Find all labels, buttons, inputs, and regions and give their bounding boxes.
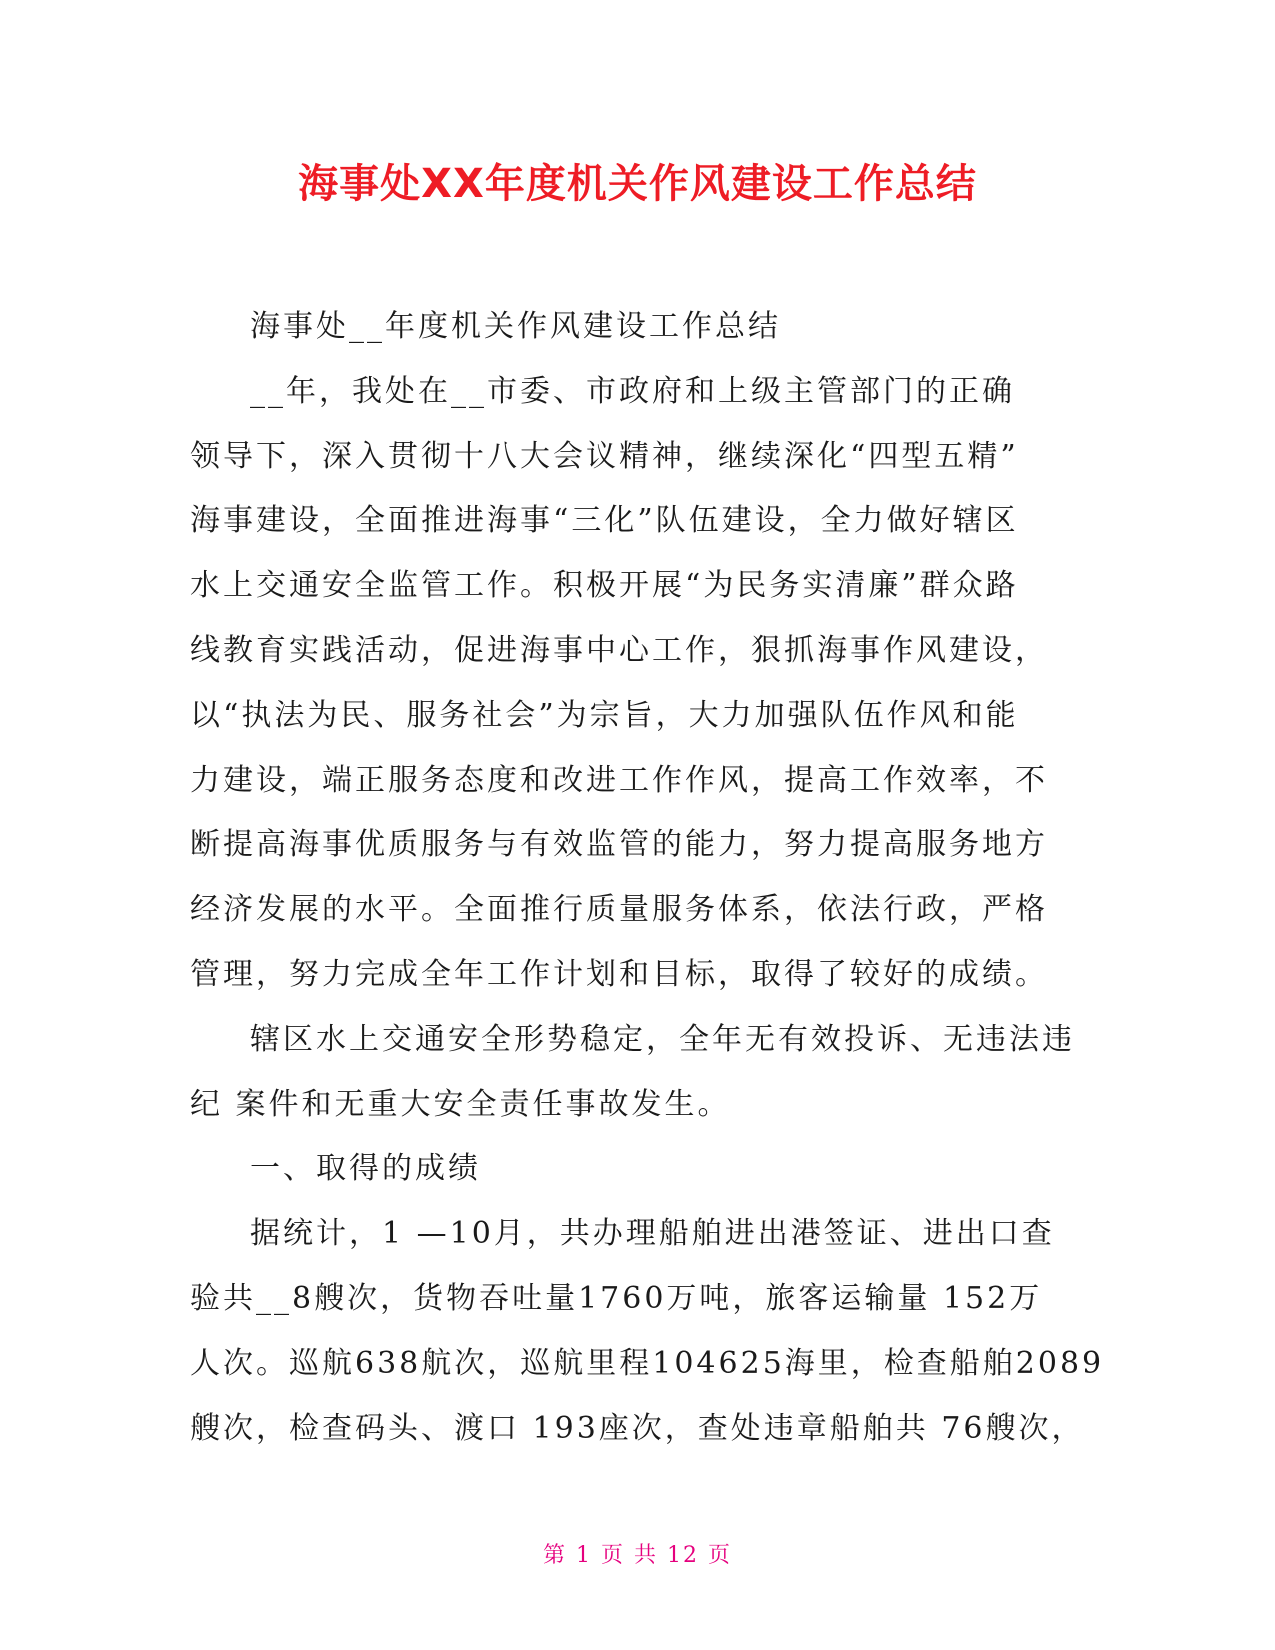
paragraph-line: 纪 案件和无重大安全责任事故发生。 — [190, 1086, 731, 1122]
footer-page-total: 12 — [667, 1543, 699, 1568]
document-title: 海事处XX年度机关作风建设工作总结 — [298, 161, 977, 207]
section-heading: 一、取得的成绩 — [250, 1151, 481, 1187]
paragraph-line: 水上交通安全监管工作。积极开展“为民务实清廉”群众路 — [190, 568, 1019, 604]
paragraph-line: __年，我处在__市委、市政府和上级主管部门的正确 — [250, 373, 1015, 409]
paragraph-line: 辖区水上交通安全形势稳定，全年无有效投诉、无违法违 — [250, 1021, 1075, 1057]
document-body — [190, 295, 1105, 1461]
paragraph-line: 海事建设，全面推进海事“三化”队伍建设，全力做好辖区 — [190, 503, 1019, 539]
footer-page-suffix: 页 — [708, 1543, 733, 1568]
paragraph-line: 经济发展的水平。全面推行质量服务体系，依法行政，严格 — [190, 892, 1048, 928]
paragraph-line: 领导下，深入贯彻十八大会议精神，继续深化“四型五精” — [190, 438, 1019, 474]
paragraph-line: 以“执法为民、服务社会”为宗旨，大力加强队伍作风和能 — [190, 697, 1019, 733]
paragraph-line: 力建设，端正服务态度和改进工作作风，提高工作效率，不 — [190, 762, 1048, 798]
footer-page-number: 1 — [576, 1543, 592, 1568]
page-footer — [0, 1538, 1275, 1569]
subtitle-line: 海事处__年度机关作风建设工作总结 — [250, 309, 781, 344]
paragraph-line: 据统计，1 —10月，共办理船舶进出港签证、进出口查 — [250, 1216, 1055, 1252]
paragraph-line: 管理，努力完成全年工作计划和目标，取得了较好的成绩。 — [190, 956, 1048, 992]
paragraph-line: 断提高海事优质服务与有效监管的能力，努力提高服务地方 — [190, 827, 1048, 863]
footer-page-middle: 页 共 — [601, 1543, 658, 1568]
paragraph-line: 线教育实践活动，促进海事中心工作，狠抓海事作风建设， — [190, 632, 1048, 668]
paragraph-line: 人次。巡航638航次，巡航里程104625海里，检查船舶2089 — [190, 1345, 1105, 1381]
paragraph-line: 验共__8艘次，货物吞吐量1760万吨，旅客运输量 152万 — [190, 1280, 1043, 1316]
paragraph-line: 艘次，检查码头、渡口 193座次，查处违章船舶共 76艘次， — [190, 1410, 1085, 1446]
footer-page-prefix: 第 — [542, 1543, 567, 1568]
